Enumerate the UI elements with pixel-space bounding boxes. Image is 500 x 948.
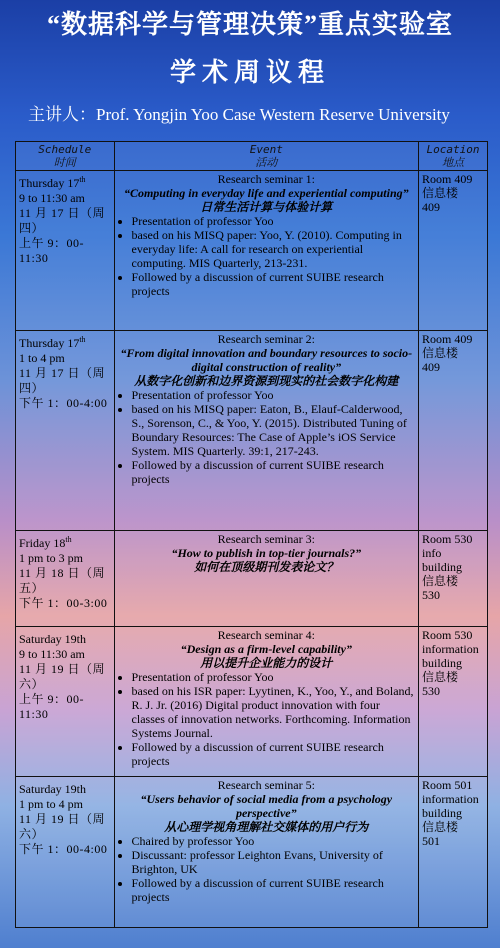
seminar-title-zh: 从数字化创新和边界资源到现实的社会数字化构建 — [134, 374, 399, 388]
schedule-day: Thursday 17th — [19, 335, 86, 350]
seminar-title-zh: 从心理学视角理解社交媒体的用户行为 — [164, 820, 369, 834]
event-bullet: • Presentation of professor Yoo — [132, 388, 416, 402]
location-cell — [419, 531, 488, 627]
schedule-day: Thursday 17th — [19, 175, 86, 190]
schedule-cell — [16, 171, 115, 331]
location-line: 409 — [422, 200, 441, 214]
event-bullet: • based on his MISQ paper: Eaton, B., Elauf-Calderwood, S., Sorenson, C., & Yoo, Y. (2015). Distributed Tuning of Boundary Resources: The Case of Apple’s iOS Service System. MIS Quarterly. 39:1, 217-243. — [132, 402, 416, 458]
event-bullet: • Followed by a discussion of current SUIBE research projects — [132, 740, 416, 768]
seminar-label: Research seminar 1: — [217, 172, 315, 186]
header-schedule-en: Schedule — [38, 143, 92, 156]
header-location-en: Location — [426, 143, 480, 156]
location-cell — [419, 171, 488, 331]
event-bullets — [118, 670, 416, 768]
event-cell — [114, 171, 419, 331]
schedule-time: 9 to 11:30 am — [19, 191, 85, 205]
event-bullets — [118, 214, 416, 298]
event-bullet: • Followed by a discussion of current SUIBE research projects — [132, 458, 416, 486]
location-cell — [419, 331, 488, 531]
location-line: building — [422, 560, 463, 574]
location-line: information — [422, 642, 479, 656]
schedule-time-zh: 上午 9：00-11:30 — [19, 692, 84, 721]
location-line: Room 501 — [422, 778, 473, 792]
schedule-cell — [16, 331, 115, 531]
event-bullet: • Followed by a discussion of current SUIBE research projects — [132, 270, 416, 298]
table-header-row — [16, 142, 488, 171]
location-line: 信息楼 — [422, 820, 459, 834]
location-line: building — [422, 656, 463, 670]
seminar-title: “Computing in everyday life and experiential computing” — [123, 186, 409, 200]
seminar-label: Research seminar 2: — [217, 332, 315, 346]
location-line: Room 530 — [422, 532, 473, 546]
seminar-label: Research seminar 3: — [217, 532, 315, 546]
page-subtitle: 学术周议程 — [169, 58, 330, 87]
schedule-date-zh: 11 月 19 日（周六） — [19, 662, 106, 691]
location-line: info — [422, 546, 442, 560]
schedule-time-zh: 下午 1：00-3:00 — [19, 596, 108, 610]
seminar-title: “Design as a firm-level capability” — [180, 642, 352, 656]
schedule-time-zh: 下午 1：00-4:00 — [19, 842, 108, 856]
seminar-title: “How to publish in top-tier journals?” — [171, 546, 362, 560]
page-title: “数据科学与管理决策”重点实验室 — [46, 10, 453, 39]
location-line: Room 409 — [422, 332, 473, 346]
schedule-table — [15, 141, 488, 928]
location-line: 530 — [422, 588, 441, 602]
schedule-cell — [16, 531, 115, 627]
header-schedule — [16, 142, 115, 171]
event-bullet: • based on his ISR paper: Lyytinen, K., Yoo, Y., and Boland, R. J. Jr. (2016) Digital product innovation with four classes of innovation networks. Forthcoming. Information Systems Journal. — [132, 684, 416, 740]
location-line: 501 — [422, 834, 441, 848]
seminar-title: “From digital innovation and boundary resources to socio-digital construction of reality” — [120, 346, 413, 374]
schedule-day: Friday 18th — [19, 535, 72, 550]
event-bullet: • based on his MISQ paper: Yoo, Y. (2010). Computing in everyday life: A call for research on experiential computing. MIS Quarterly, 213-231. — [132, 228, 416, 270]
location-line: 409 — [422, 360, 441, 374]
header-event-zh: 活动 — [255, 156, 278, 169]
schedule-time-zh: 下午 1：00-4:00 — [19, 396, 108, 410]
schedule-cell — [16, 777, 115, 928]
header-event — [114, 142, 419, 171]
schedule-date-zh: 11 月 19 日（周六） — [19, 812, 106, 841]
location-line: 530 — [422, 684, 441, 698]
location-line: 信息楼 — [422, 670, 459, 684]
location-line: 信息楼 — [422, 186, 459, 200]
table-row — [16, 171, 488, 331]
schedule-day: Saturday 19th — [19, 782, 86, 796]
location-line: Room 530 — [422, 628, 473, 642]
schedule-time-zh: 上午 9：00-11:30 — [19, 236, 84, 265]
event-cell — [114, 627, 419, 777]
seminar-title-zh: 日常生活计算与体验计算 — [200, 200, 333, 214]
table-row — [16, 777, 488, 928]
schedule-time: 9 to 11:30 am — [19, 647, 85, 661]
seminar-title-zh: 用以提升企业能力的设计 — [200, 656, 333, 670]
table-row — [16, 627, 488, 777]
table-row — [16, 331, 488, 531]
event-cell — [114, 777, 419, 928]
header-event-en: Event — [249, 143, 283, 156]
location-line: 信息楼 — [422, 346, 459, 360]
seminar-label: Research seminar 4: — [217, 628, 315, 642]
schedule-time: 1 pm to 3 pm — [19, 551, 84, 565]
seminar-label: Research seminar 5: — [217, 778, 315, 792]
speaker-line: 主讲人：Prof. Yongjin Yoo Case Western Reserve University — [28, 105, 450, 124]
header-schedule-zh: 时间 — [53, 156, 76, 169]
location-line: Room 409 — [422, 172, 473, 186]
location-line: building — [422, 806, 463, 820]
header-location — [419, 142, 488, 171]
table-row — [16, 531, 488, 627]
seminar-title-zh: 如何在顶级期刊发表论文？ — [194, 560, 339, 574]
event-bullet: • Followed by a discussion of current SUIBE research projects — [132, 876, 416, 904]
schedule-time: 1 pm to 4 pm — [19, 797, 84, 811]
event-bullet: • Presentation of professor Yoo — [132, 670, 416, 684]
schedule-date-zh: 11 月 17 日（周四） — [19, 206, 106, 235]
schedule-time: 1 to 4 pm — [19, 351, 65, 365]
event-cell — [114, 331, 419, 531]
header-location-zh: 地点 — [442, 156, 465, 169]
seminar-title: “Users behavior of social media from a psychology perspective” — [140, 792, 393, 820]
event-bullet: • Presentation of professor Yoo — [132, 214, 416, 228]
event-bullets — [118, 834, 416, 904]
event-bullets — [118, 388, 416, 486]
event-bullet: • Chaired by professor Yoo — [132, 834, 416, 848]
location-cell — [419, 627, 488, 777]
location-cell — [419, 777, 488, 928]
schedule-date-zh: 11 月 18 日（周五） — [19, 566, 106, 595]
schedule-date-zh: 11 月 17 日（周四） — [19, 366, 106, 395]
schedule-cell — [16, 627, 115, 777]
event-cell — [114, 531, 419, 627]
location-line: information — [422, 792, 479, 806]
schedule-day: Saturday 19th — [19, 632, 86, 646]
event-bullet: • Discussant: professor Leighton Evans, University of Brighton, UK — [132, 848, 416, 876]
location-line: 信息楼 — [422, 574, 459, 588]
